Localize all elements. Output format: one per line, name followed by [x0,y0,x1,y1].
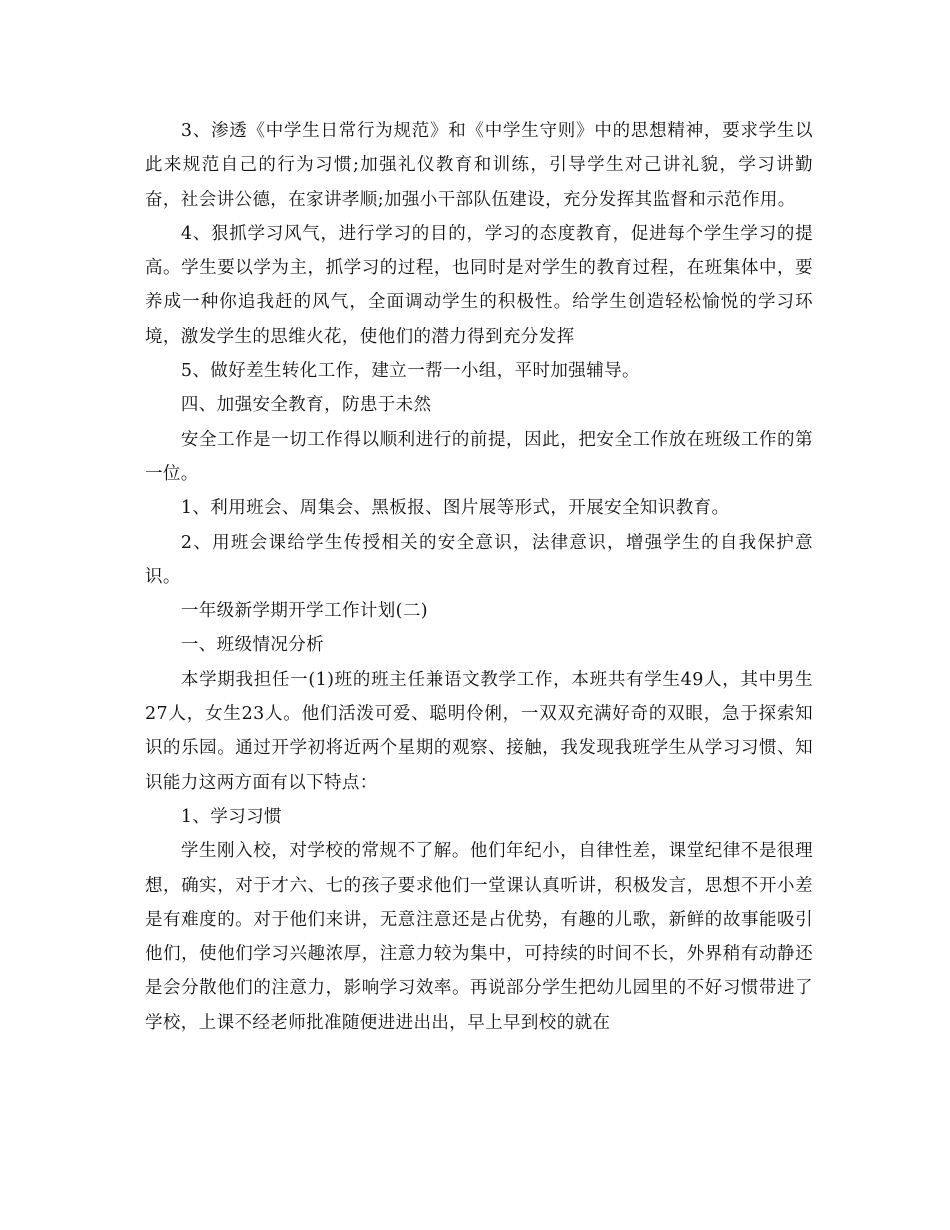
paragraph-class-overview: 本学期我担任一(1)班的班主任兼语文教学工作，本班共有学生49人，其中男生27人，女生23人。他们活泼可爱、聪明伶俐，一双双充满好奇的双眼，急于探索知识的乐园。通过开学初将近两个星期的观察、接触，我发现我班学生从学习习惯、知识能力这两方面有以下特点： [145,669,813,793]
paragraph-5-weak-students: 5、做好差生转化工作，建立一帮一小组，平时加强辅导。 [180,361,640,382]
subheading-study-habits: 1、学习习惯 [180,806,282,827]
paragraph-4-study-atmosphere: 4、狠抓学习风气，进行学习的目的，学习的态度教育，促进每个学生学习的提高。学生要以学为主，抓学习的过程，也同时是对学生的教育过程，在班集体中，要养成一种你追我赶的风气，全面调动学生的积极性。给学生创造轻松愉悦的学习环境，激发学生的思维火花，使他们的潜力得到充分发挥 [145,223,813,347]
plan-title-two: 一年级新学期开学工作计划(二) [180,601,429,622]
paragraph-safety-intro: 安全工作是一切工作得以顺利进行的前提，因此，把安全工作放在班级工作的第一位。 [145,429,813,484]
paragraph-3-behavior-norms: 3、渗透《中学生日常行为规范》和《中学生守则》中的思想精神，要求学生以此来规范自己的行为习惯;加强礼仪教育和训练，引导学生对己讲礼貌，学习讲勤奋，社会讲公德，在家讲孝顺;加强小干部队伍建设，充分发挥其监督和示范作用。 [145,121,813,210]
paragraph-safety-1: 1、利用班会、周集会、黑板报、图片展等形式，开展安全知识教育。 [180,498,730,519]
section-heading-safety: 四、加强安全教育，防患于未然 [180,395,432,416]
section-heading-class-analysis: 一、班级情况分析 [180,635,325,656]
document-body [145,114,813,1040]
paragraph-safety-2: 2、用班会课给学生传授相关的安全意识，法律意识，增强学生的自我保护意识。 [145,532,813,587]
paragraph-study-habits: 学生刚入校，对学校的常规不了解。他们年纪小，自律性差，课堂纪律不是很理想，确实，对于才六、七的孩子要求他们一堂课认真听讲，积极发言，思想不开小差是有难度的。对于他们来讲，无意注意还是占优势，有趣的儿歌，新鲜的故事能吸引他们，使他们学习兴趣浓厚，注意力较为集中，可持续的时间不长，外界稍有动静还是会分散他们的注意力，影响学习效率。再说部分学生把幼儿园里的不好习惯带进了学校，上课不经老师批准随便进进出出，早上早到校的就在 [145,841,813,1033]
